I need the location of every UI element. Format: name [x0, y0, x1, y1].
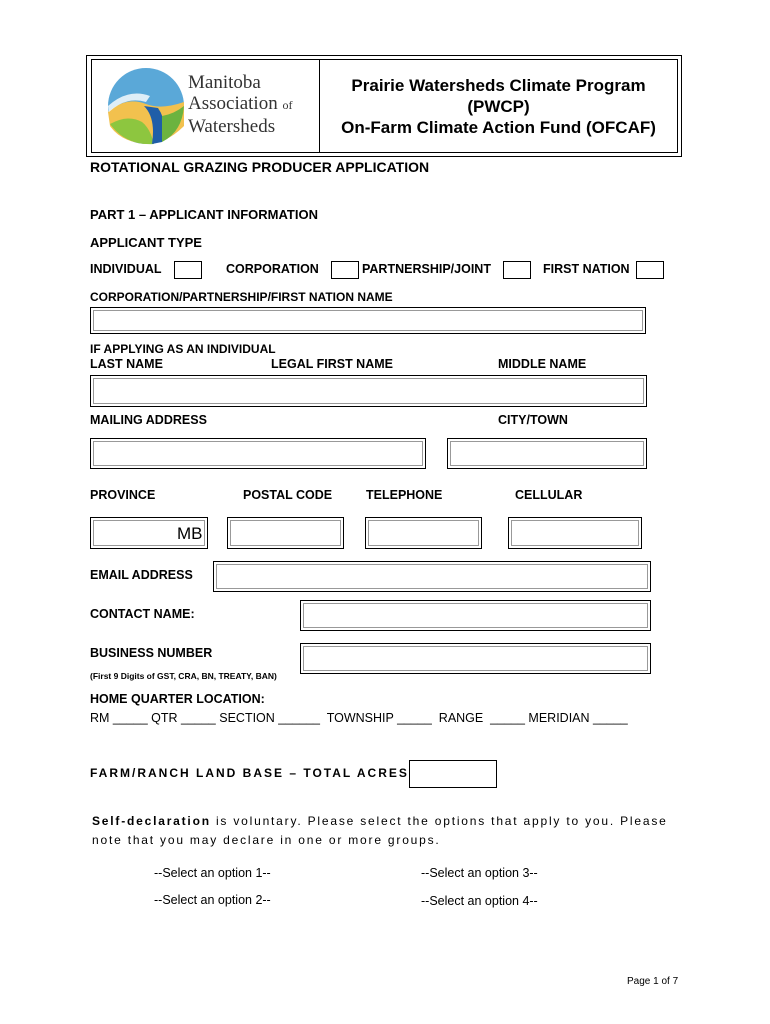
select-option-3[interactable]: --Select an option 3--	[421, 866, 538, 880]
business-number-label: BUSINESS NUMBER	[90, 646, 213, 660]
land-base-field[interactable]	[409, 760, 497, 788]
first-name-label: LEGAL FIRST NAME	[271, 357, 393, 371]
middle-name-label: MIDDLE NAME	[498, 357, 587, 371]
type-label-corporation: CORPORATION	[226, 262, 319, 276]
contact-name-label: CONTACT NAME:	[90, 607, 195, 621]
land-base-label: FARM/RANCH LAND BASE – TOTAL ACRES	[90, 766, 409, 780]
org-name-label: CORPORATION/PARTNERSHIP/FIRST NATION NAME	[90, 290, 393, 304]
title-line-3: On-Farm Climate Action Fund (OFCAF)	[341, 117, 656, 137]
province-field[interactable]	[90, 517, 208, 549]
business-number-note: (First 9 Digits of GST, CRA, BN, TREATY, BAN)	[90, 671, 277, 681]
mailing-address-field[interactable]	[90, 438, 426, 469]
telephone-label: TELEPHONE	[366, 488, 443, 502]
cellular-field[interactable]	[508, 517, 642, 549]
email-label: EMAIL ADDRESS	[90, 568, 193, 582]
province-value: MB	[177, 524, 203, 543]
last-name-label: LAST NAME	[90, 357, 163, 371]
province-label: PROVINCE	[90, 488, 156, 502]
home-quarter-label: HOME QUARTER LOCATION:	[90, 692, 265, 706]
select-option-4[interactable]: --Select an option 4--	[421, 894, 538, 908]
business-number-field[interactable]	[300, 643, 651, 674]
logo-line-3: Watersheds	[188, 116, 276, 137]
header-box	[91, 59, 678, 153]
individual-checkbox[interactable]	[174, 261, 202, 279]
type-label-first-nation: FIRST NATION	[543, 262, 630, 276]
self-declaration-text: is voluntary. Please select the options that apply to you. Please	[210, 814, 668, 828]
home-quarter-line: RM _____ QTR _____ SECTION ______ TOWNSHIP _____ RANGE _____ MERIDIAN _____	[90, 711, 628, 725]
org-name-field[interactable]	[90, 307, 646, 334]
title-line-1: Prairie Watersheds Climate Program	[351, 75, 646, 95]
contact-name-field[interactable]	[300, 600, 651, 631]
city-town-field[interactable]	[447, 438, 647, 469]
logo-area	[92, 60, 320, 152]
watershed-logo-icon	[106, 66, 186, 146]
mailing-address-label: MAILING ADDRESS	[90, 413, 207, 427]
type-label-partnership: PARTNERSHIP/JOINT	[362, 262, 491, 276]
logo-line-2: Association	[188, 93, 278, 114]
type-label-individual: INDIVIDUAL	[90, 262, 162, 276]
email-field[interactable]	[213, 561, 651, 592]
partnership-checkbox[interactable]	[503, 261, 531, 279]
logo-line-1: Manitoba	[188, 72, 261, 93]
name-field[interactable]	[90, 375, 647, 407]
cellular-label: CELLULAR	[515, 488, 583, 502]
city-town-label: CITY/TOWN	[498, 413, 568, 427]
self-declaration-bold: Self-declaration	[92, 814, 211, 828]
program-title	[320, 60, 677, 152]
self-declaration-line-1	[92, 814, 668, 828]
applicant-type-heading: APPLICANT TYPE	[90, 235, 202, 250]
form-title: ROTATIONAL GRAZING PRODUCER APPLICATION	[90, 159, 430, 175]
logo-text	[188, 72, 292, 137]
self-declaration-line-2: note that you may declare in one or more groups.	[92, 833, 441, 847]
select-option-2[interactable]: --Select an option 2--	[154, 893, 271, 907]
logo-line-2-small: of	[282, 98, 293, 112]
title-line-2: (PWCP)	[467, 96, 530, 116]
part1-heading: PART 1 – APPLICANT INFORMATION	[90, 207, 318, 222]
postal-code-field[interactable]	[227, 517, 344, 549]
corporation-checkbox[interactable]	[331, 261, 359, 279]
page-number: Page 1 of 7	[627, 976, 679, 987]
postal-code-label: POSTAL CODE	[243, 488, 333, 502]
if-individual-label: IF APPLYING AS AN INDIVIDUAL	[90, 342, 276, 356]
first-nation-checkbox[interactable]	[636, 261, 664, 279]
telephone-field[interactable]	[365, 517, 482, 549]
select-option-1[interactable]: --Select an option 1--	[154, 866, 271, 880]
